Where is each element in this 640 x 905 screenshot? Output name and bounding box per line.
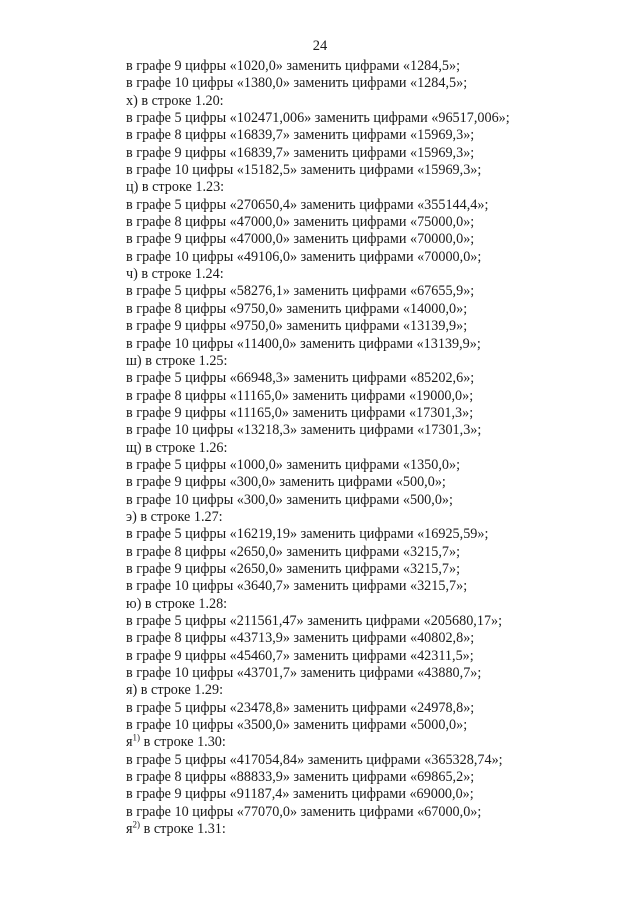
document-line [126, 75, 606, 92]
line-text: в графе 5 цифры «58276,1» заменить цифрами «67655,9»; [126, 283, 475, 300]
document-line [126, 370, 606, 387]
line-text: в графе 9 цифры «2650,0» заменить цифрами «3215,7»; [126, 560, 461, 577]
document-line [126, 613, 606, 630]
line-text: в графе 9 цифры «11165,0» заменить цифрами «17301,3»; [126, 404, 474, 421]
document-line [126, 682, 606, 699]
line-text: ц) в строке 1.23: [126, 179, 225, 196]
document-line [126, 266, 606, 283]
line-text: ч) в строке 1.24: [126, 266, 224, 283]
line-text: в графе 9 цифры «45460,7» заменить цифрами «42311,5»; [126, 647, 474, 664]
line-text: х) в строке 1.20: [126, 92, 224, 109]
document-line [126, 388, 606, 405]
line-text: я) в строке 1.29: [126, 682, 224, 699]
document-line [126, 769, 606, 786]
document-line [126, 717, 606, 734]
document-line [126, 526, 606, 543]
line-text: в графе 10 цифры «1380,0» заменить цифрами «1284,5»; [126, 75, 468, 92]
line-text: в графе 8 цифры «43713,9» заменить цифрами «40802,8»; [126, 630, 475, 647]
line-text: в графе 8 цифры «9750,0» заменить цифрами «14000,0»; [126, 300, 468, 317]
line-text: в графе 8 цифры «16839,7» заменить цифрами «15969,3»; [126, 127, 475, 144]
line-text: в графе 8 цифры «47000,0» заменить цифрами «75000,0»; [126, 214, 475, 231]
page-number: 24 [312, 38, 328, 54]
line-text: в графе 10 цифры «77070,0» заменить цифрами «67000,0»; [126, 803, 482, 820]
document-line [126, 700, 606, 717]
document-line [126, 301, 606, 318]
document-line [126, 804, 606, 821]
line-text: в графе 10 цифры «11400,0» заменить цифрами «13139,9»; [126, 335, 481, 352]
document-line [126, 336, 606, 353]
document-line [126, 214, 606, 231]
document-line [126, 145, 606, 162]
line-text: щ) в строке 1.26: [126, 439, 228, 456]
line-text: в графе 9 цифры «300,0» заменить цифрами «500,0»; [126, 474, 446, 491]
document-line [126, 752, 606, 769]
line-text: в графе 8 цифры «88833,9» заменить цифрами «69865,2»; [126, 769, 475, 786]
line-text: в графе 5 цифры «66948,3» заменить цифрами «85202,6»; [126, 370, 475, 387]
line-text: в графе 9 цифры «9750,0» заменить цифрами «13139,9»; [126, 318, 468, 335]
item-marker: я [126, 821, 133, 838]
document-line [126, 578, 606, 595]
line-text: в графе 10 цифры «3640,7» заменить цифрами «3215,7»; [126, 578, 468, 595]
document-line [126, 283, 606, 300]
line-text: в графе 8 цифры «11165,0» заменить цифрами «19000,0»; [126, 387, 474, 404]
document-line [126, 231, 606, 248]
line-text: в строке 1.31: [140, 821, 226, 838]
line-text: в графе 5 цифры «23478,8» заменить цифрами «24978,8»; [126, 699, 475, 716]
line-text: в графе 9 цифры «91187,4» заменить цифрами «69000,0»; [126, 786, 474, 803]
line-text: в графе 10 цифры «43701,7» заменить цифрами «43880,7»; [126, 665, 482, 682]
line-text: в графе 10 цифры «300,0» заменить цифрами «500,0»; [126, 491, 453, 508]
document-line [126, 440, 606, 457]
document-line [126, 93, 606, 110]
document-line [126, 544, 606, 561]
line-text: в графе 10 цифры «15182,5» заменить цифрами «15969,3»; [126, 162, 482, 179]
document-line [126, 249, 606, 266]
document-line [126, 127, 606, 144]
line-text: в графе 9 цифры «16839,7» заменить цифрами «15969,3»; [126, 144, 475, 161]
line-text: в графе 10 цифры «49106,0» заменить цифрами «70000,0»; [126, 248, 482, 265]
document-line [126, 630, 606, 647]
line-text: в графе 5 цифры «1000,0» заменить цифрами «1350,0»; [126, 456, 461, 473]
line-text: в графе 5 цифры «270650,4» заменить цифрами «355144,4»; [126, 196, 489, 213]
document-line [126, 509, 606, 526]
document-line [126, 648, 606, 665]
line-text: э) в строке 1.27: [126, 508, 223, 525]
line-text: в графе 9 цифры «1020,0» заменить цифрами «1284,5»; [126, 58, 461, 74]
document-body [126, 58, 606, 838]
line-text: в графе 10 цифры «13218,3» заменить цифрами «17301,3»; [126, 422, 482, 439]
document-line [126, 197, 606, 214]
line-text: в графе 8 цифры «2650,0» заменить цифрами «3215,7»; [126, 543, 461, 560]
document-line [126, 734, 606, 751]
document-line [126, 474, 606, 491]
document-line [126, 110, 606, 127]
line-text: в графе 9 цифры «47000,0» заменить цифрами «70000,0»; [126, 231, 475, 248]
item-marker-superscript: 1) [132, 732, 141, 743]
line-text: в графе 5 цифры «211561,47» заменить цифрами «205680,17»; [126, 613, 503, 629]
line-text: в графе 5 цифры «102471,006» заменить цифрами «96517,006»; [126, 110, 510, 127]
document-line [126, 665, 606, 682]
line-text: в графе 5 цифры «417054,84» заменить цифрами «365328,74»; [126, 751, 503, 768]
line-text: в строке 1.30: [140, 734, 226, 751]
line-text: ю) в строке 1.28: [126, 595, 228, 612]
document-line [126, 422, 606, 439]
document-line [126, 58, 606, 75]
document-line [126, 596, 606, 613]
document-line [126, 318, 606, 335]
document-line [126, 821, 606, 838]
line-text: в графе 5 цифры «16219,19» заменить цифрами «16925,59»; [126, 526, 489, 543]
item-marker-superscript: 2) [132, 819, 141, 830]
document-line [126, 405, 606, 422]
document-line [126, 786, 606, 803]
document-line [126, 353, 606, 370]
line-text: ш) в строке 1.25: [126, 352, 228, 369]
item-marker: я [126, 734, 133, 751]
document-line [126, 162, 606, 179]
document-line [126, 457, 606, 474]
line-text: в графе 10 цифры «3500,0» заменить цифрами «5000,0»; [126, 717, 468, 734]
document-line [126, 179, 606, 196]
document-line [126, 561, 606, 578]
document-line [126, 492, 606, 509]
